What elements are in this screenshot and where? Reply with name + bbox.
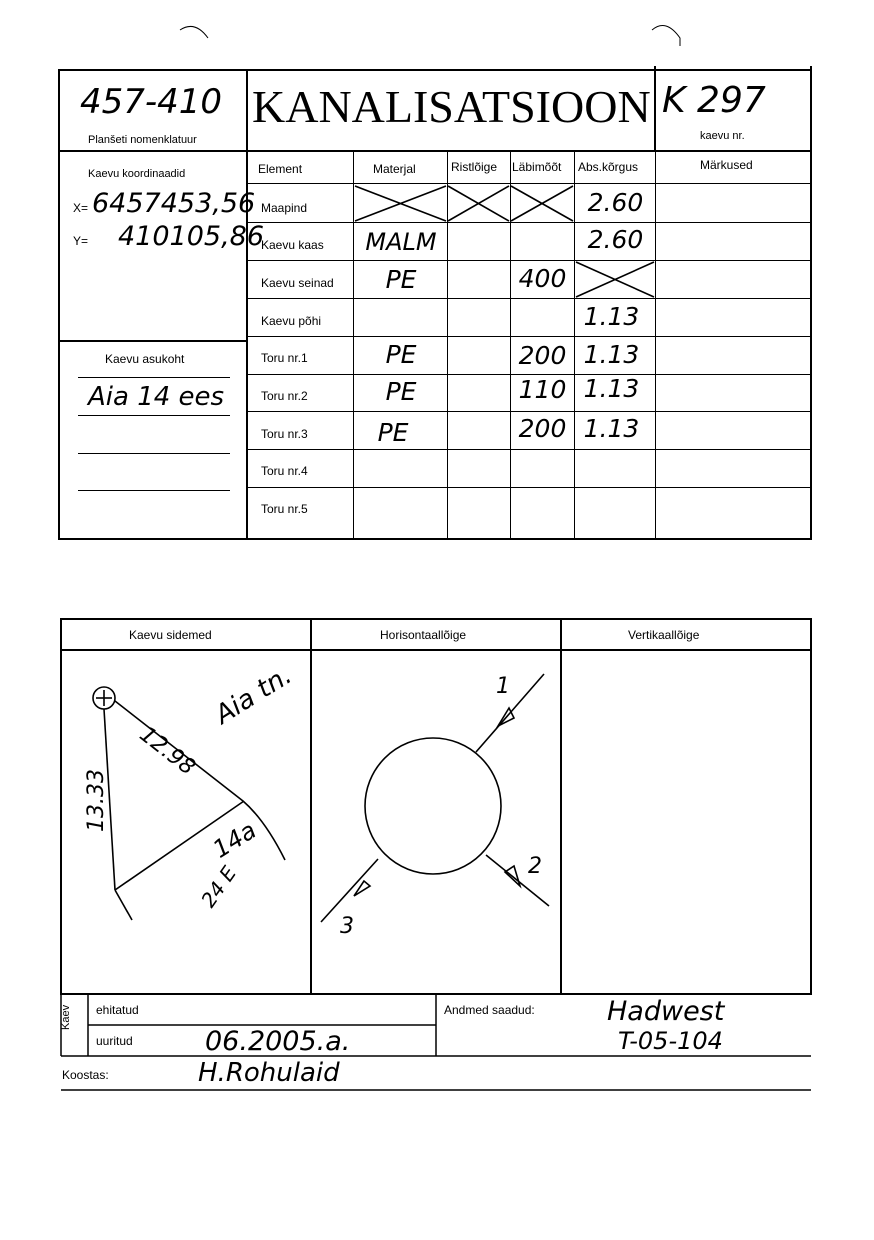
col-header-element: Element [258, 162, 303, 176]
table-row: Toru nr.5 [261, 502, 308, 516]
location-caption: Kaevu asukoht [105, 352, 185, 366]
sheet-number: 457-410 [80, 82, 223, 122]
table-cell-material: PE [385, 340, 417, 369]
table-row: Toru nr.1 [261, 351, 308, 365]
surveyed-value: 06.2005.a. [205, 1026, 351, 1057]
table-row: Kaevu seinad [261, 276, 334, 290]
tie-building-1: 14a [208, 816, 262, 864]
pipe-label-3: 3 [340, 914, 354, 939]
data-received-label: Andmed saadud: [444, 1003, 535, 1017]
table-cell-material: PE [385, 377, 417, 406]
col-header-abs: Abs.kõrgus [578, 160, 639, 174]
pipe-label-2: 2 [528, 854, 542, 879]
horizontal-caption: Horisontaallõige [380, 628, 467, 642]
table-cell-diameter: 200 [518, 414, 567, 443]
ties-caption: Kaevu sidemed [129, 628, 212, 642]
y-value: 410105,86 [118, 221, 265, 252]
table-cell-material: MALM [365, 228, 437, 256]
pipe-label-1: 1 [496, 674, 510, 699]
col-header-material: Materjal [373, 162, 416, 176]
tie-building-2: 24 E [196, 861, 242, 912]
table-cell-abs: 2.60 [587, 188, 644, 217]
col-header-diameter: Läbimõõt [512, 160, 562, 174]
vertical-caption: Vertikaallõige [628, 628, 700, 642]
location-value: Aia 14 ees [88, 382, 225, 412]
sheet-caption: Planšeti nomenklatuur [88, 134, 197, 146]
table-row: Toru nr.3 [261, 427, 308, 441]
built-label: ehitatud [96, 1003, 139, 1017]
compiled-value: H.Rohulaid [198, 1058, 340, 1088]
col-header-cross: Ristlõige [451, 160, 498, 174]
punch-hole [652, 26, 680, 47]
table-cell-abs: 1.13 [583, 414, 640, 443]
ties-sketch [93, 687, 285, 920]
table-cell-abs: 1.13 [583, 374, 640, 403]
data-received-value-1: Hadwest [607, 996, 725, 1027]
table-cell-diameter: 110 [518, 375, 567, 404]
well-caption: kaevu nr. [700, 130, 745, 142]
table-cell-abs: 1.13 [583, 340, 640, 369]
punch-hole [180, 26, 208, 38]
tie-street: Aia tn. [210, 660, 298, 731]
page-title: KANALISATSIOON [252, 81, 651, 132]
table-row: Toru nr.4 [261, 464, 308, 478]
table-row: Toru nr.2 [261, 389, 308, 403]
crossed-cells [355, 186, 654, 297]
x-value: 6457453,56 [92, 188, 256, 219]
table-cell-diameter: 200 [518, 341, 567, 370]
table-row: Kaevu põhi [261, 314, 322, 328]
compiled-label: Koostas: [62, 1068, 109, 1082]
table-cell-abs: 2.60 [587, 225, 644, 254]
y-label: Y= [73, 234, 89, 248]
surveyed-label: uuritud [96, 1034, 133, 1048]
table-cell-diameter: 400 [518, 264, 567, 293]
table-row: Maapind [261, 201, 308, 215]
coordinates-caption: Kaevu koordinaadid [88, 168, 186, 180]
table-cell-abs: 1.13 [583, 302, 640, 331]
bottom-frame [61, 619, 811, 994]
data-received-value-2: T-05-104 [618, 1027, 723, 1055]
tie-distance-2: 13.33 [84, 769, 109, 832]
table-cell-material: PE [385, 265, 417, 294]
table-cell-material: PE [377, 418, 409, 447]
col-header-notes: Märkused [700, 158, 753, 172]
horizontal-section [321, 674, 549, 922]
x-label: X= [73, 201, 89, 215]
tie-distance-1: 12.98 [134, 722, 200, 781]
table-row: Kaevu kaas [261, 238, 324, 252]
footer-side-label: Kaev [60, 1004, 72, 1030]
well-number: K 297 [662, 80, 766, 121]
